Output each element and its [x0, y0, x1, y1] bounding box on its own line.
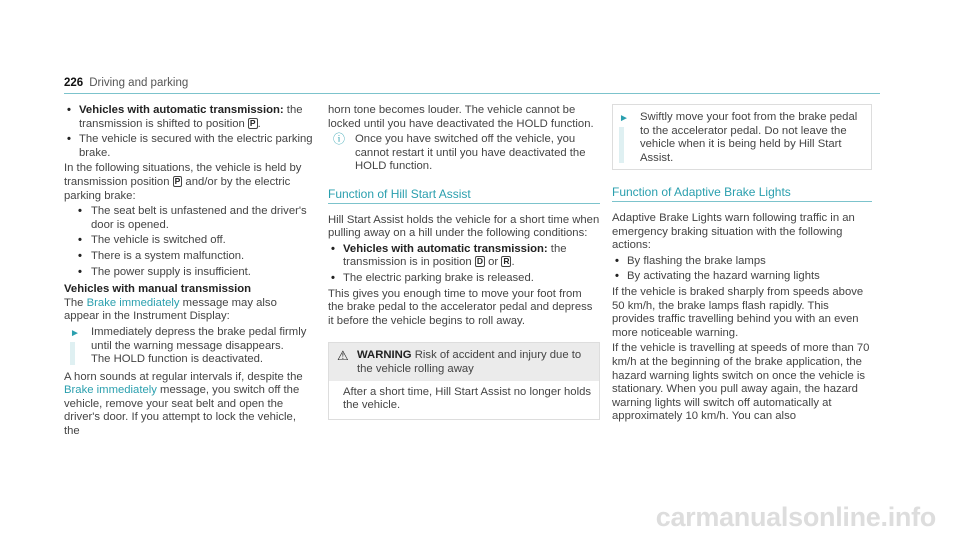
column-middle — [328, 104, 600, 420]
warning-body: After a short time, Hill Start Assist no longer holds the vehicle. — [343, 385, 592, 412]
page-number: 226 — [64, 77, 84, 89]
warning-step-box — [612, 104, 872, 170]
paragraph: If the vehicle is travelling at speeds of more than 70 km/h at the beginning of the brake application, the hazard warning lights switch on once the vehicle is stationary. When you pull away again, the hazard warning lights will switch off automatically at approximately 10 km/h. You can also — [612, 342, 870, 423]
gear-r-icon: R — [503, 256, 510, 267]
step-arrow-icon: ► — [619, 113, 629, 124]
bullet-icon: • — [78, 234, 82, 247]
paragraph: A horn sounds at regular intervals if, despite the Brake immediately message, you switch off the vehicle, remove your seat belt and open the driver's door. If you attempt to lock the vehicle, the — [64, 370, 303, 438]
gear-p-icon: P — [249, 117, 256, 128]
list-item: • Vehicles with automatic transmission: the transmission is in position D or R . — [331, 242, 567, 269]
column-left — [64, 104, 314, 441]
bullet-icon: • — [78, 249, 82, 262]
bullet-icon: • — [615, 270, 619, 283]
warning-header: ⚠ WARNING Risk of accident and injury due to the vehicle rolling away — [329, 343, 599, 380]
paragraph: Hill Start Assist holds the vehicle for a short time when pulling away on a hill under the following conditions: — [328, 213, 600, 240]
paragraph: If the vehicle is braked sharply from speeds above 50 km/h, the brake lamps flash rapidly. This provides traffic travelling behind you with an even more noticeable warning. — [612, 285, 864, 339]
bullet-icon: • — [615, 254, 619, 267]
subheading: Vehicles with manual transmission — [64, 283, 252, 296]
note: ⓘ Once you have switched off the vehicle, you cannot restart it until you have deactivated the HOLD function. — [333, 132, 586, 173]
list-item: • The power supply is insufficient. — [78, 265, 251, 278]
bullet-icon: • — [78, 265, 82, 278]
gear-p-icon: P — [174, 175, 181, 186]
list-item: • The vehicle is secured with the electric parking brake. — [67, 133, 313, 159]
list-item: • The vehicle is switched off. — [78, 234, 226, 247]
display-message: Brake immediately — [86, 296, 180, 309]
step-bar — [619, 127, 624, 163]
bullet-icon: • — [67, 133, 71, 146]
instruction-step: ► Immediately depress the brake pedal firmly until the warning message disappears. The HOLD function is deactivated. — [70, 325, 307, 366]
list-item: • The seat belt is unfastened and the driver's door is opened. — [78, 205, 307, 231]
list-item: • Vehicles with automatic transmission: the transmission is shifted to position P . — [67, 104, 303, 130]
list-item: • There is a system malfunction. — [78, 249, 245, 262]
list-item: • By activating the hazard warning lights — [615, 270, 820, 283]
paragraph: This gives you enough time to move your foot from the brake pedal to the accelerator pedal and depress it before the vehicle begins to roll away. — [328, 287, 593, 327]
info-icon: ⓘ — [333, 132, 346, 147]
warning-triangle-icon: ⚠ — [337, 348, 349, 364]
column-right — [612, 104, 872, 426]
display-message: Brake immediately — [64, 384, 157, 397]
bullet-icon: • — [78, 205, 82, 218]
list-item: • By flashing the brake lamps — [615, 254, 766, 267]
step-bar — [70, 342, 75, 365]
warning-box — [328, 342, 600, 419]
bullet-icon: • — [331, 271, 335, 284]
bullet-icon: • — [331, 242, 335, 255]
header-divider — [64, 93, 880, 94]
paragraph: horn tone becomes louder. The vehicle cannot be locked until you have deactivated the HOLD function. — [328, 104, 594, 130]
list-item: • The electric parking brake is released. — [331, 271, 534, 284]
instruction-step: ► Swiftly move your foot from the brake pedal to the accelerator pedal. Do not leave the vehicle when it is being held by Hill Start Assist. — [619, 111, 858, 164]
section-title: Function of Adaptive Brake Lights — [612, 186, 872, 202]
step-arrow-icon: ► — [70, 327, 80, 339]
section-title: Function of Hill Start Assist — [328, 188, 600, 204]
bullet-icon: • — [67, 104, 71, 116]
paragraph: Adaptive Brake Lights warn following traffic in an emergency braking situation with the following actions: — [612, 211, 855, 252]
paragraph: In the following situations, the vehicle is held by transmission position P and/or by the electric parking brake: — [64, 162, 302, 202]
section-name: Driving and parking — [89, 77, 189, 89]
page-header — [64, 77, 188, 91]
watermark: carmanualsonline.info — [655, 502, 936, 533]
gear-d-icon: D — [476, 256, 483, 267]
paragraph: The Brake immediately message may also appear in the Instrument Display: — [64, 296, 277, 323]
